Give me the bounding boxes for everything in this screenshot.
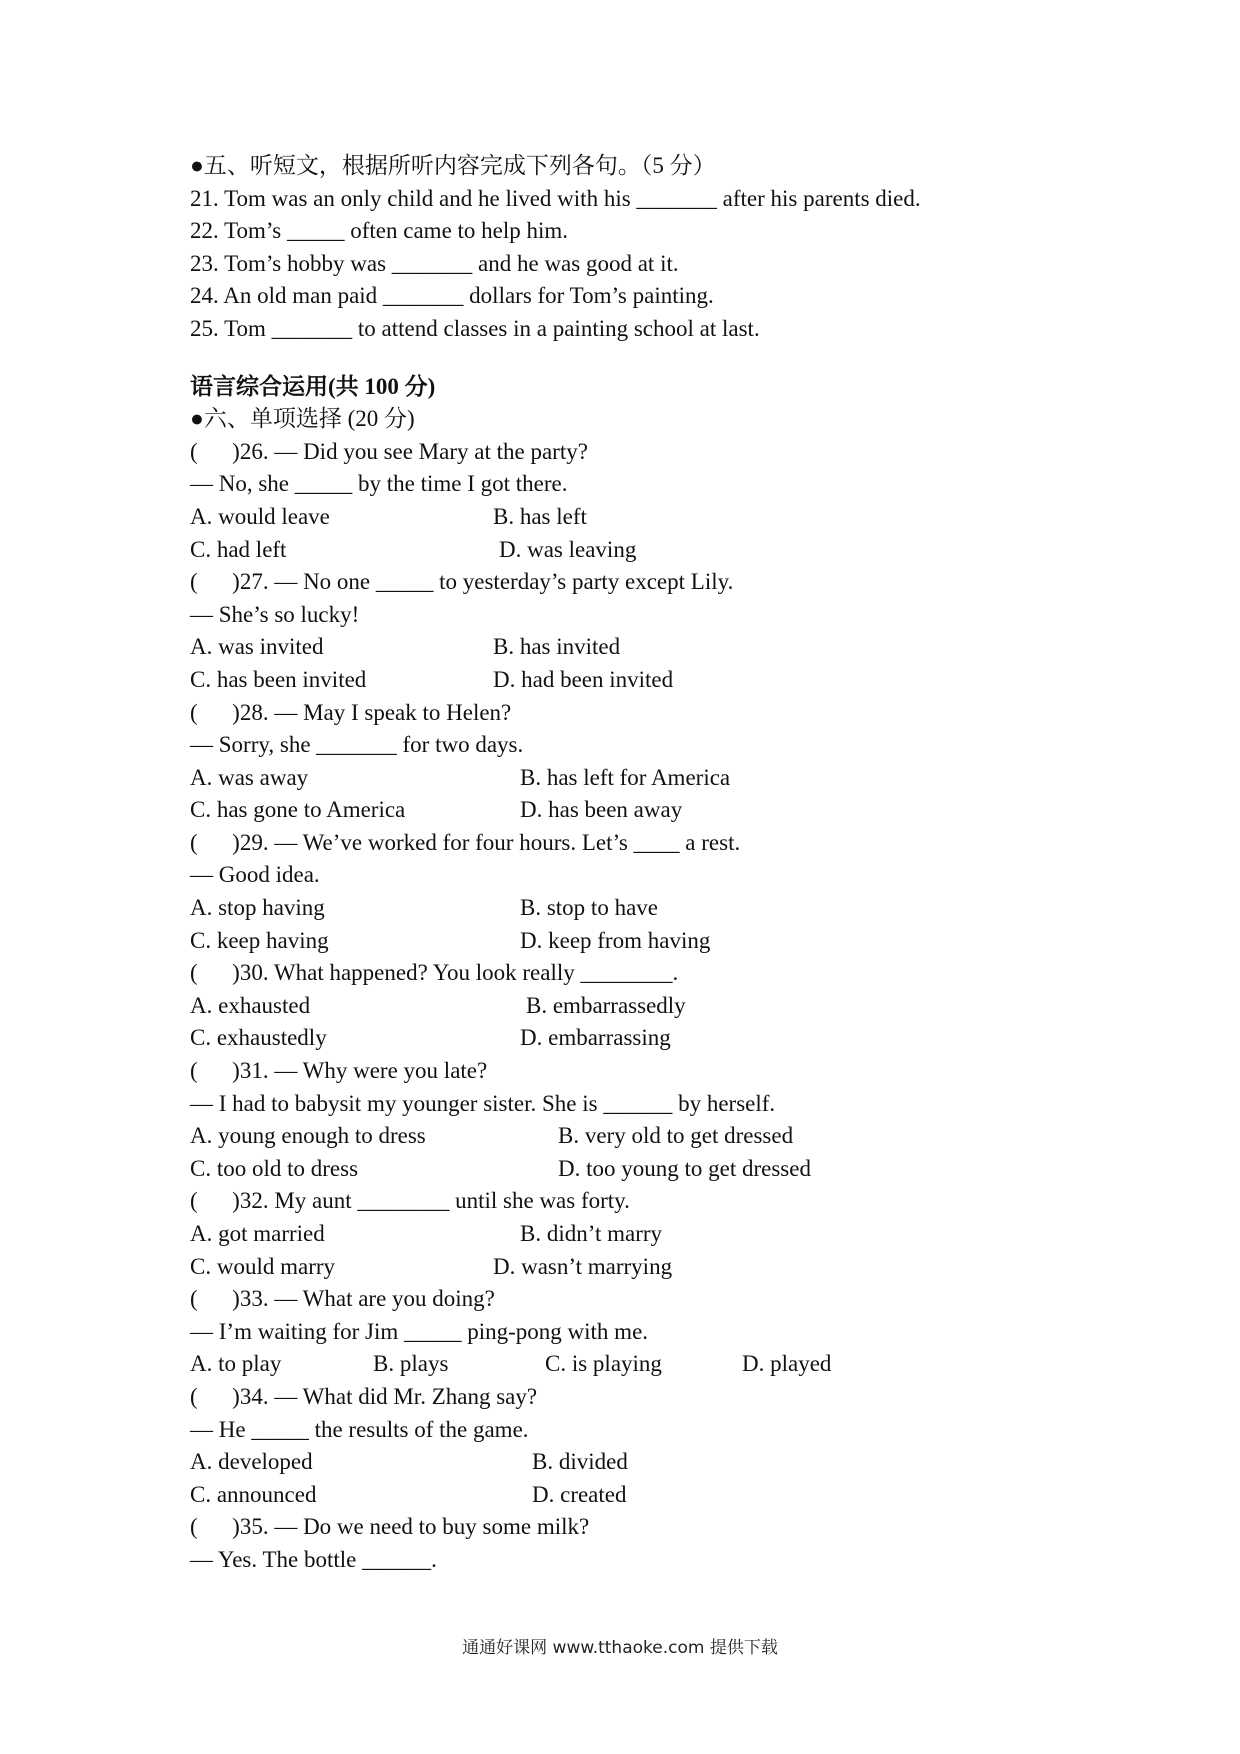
question-27-reply: — She’s so lucky! <box>190 601 360 627</box>
question-33-reply: — I’m waiting for Jim _____ ping-pong with me. <box>190 1318 649 1344</box>
question-29-options-row1 <box>190 892 1090 925</box>
option-d: D. had been invited <box>493 666 674 692</box>
question-33-options <box>190 1348 1090 1381</box>
option-b: B. divided <box>532 1449 628 1475</box>
option-d: D. embarrassing <box>520 1025 671 1051</box>
option-a: A. would leave <box>190 503 330 529</box>
question-28-options-row1 <box>190 762 1090 795</box>
question-28-options-row2 <box>190 794 1090 827</box>
option-b: B. very old to get dressed <box>558 1123 794 1149</box>
question-29-reply: — Good idea. <box>190 862 320 888</box>
question-29-stem: ( )29. — We’ve worked for four hours. Let’s ____ a rest. <box>190 829 741 855</box>
option-c: C. too old to dress <box>190 1155 359 1181</box>
option-b: B. has invited <box>493 634 621 660</box>
option-a: A. was away <box>190 764 309 790</box>
option-a: A. young enough to dress <box>190 1123 426 1149</box>
option-b: B. embarrassedly <box>526 992 686 1018</box>
option-d: D. was leaving <box>499 536 637 562</box>
option-d: D. keep from having <box>520 927 711 953</box>
question-26-options-row2 <box>190 534 1090 567</box>
question-27-stem: ( )27. — No one _____ to yesterday’s party except Lily. <box>190 569 734 595</box>
question-29-options-row2 <box>190 925 1090 958</box>
option-c: C. would marry <box>190 1253 336 1279</box>
option-c: C. keep having <box>190 927 329 953</box>
question-31-reply: — I had to babysit my younger sister. She is ______ by herself. <box>190 1090 776 1116</box>
question-30-stem: ( )30. What happened? You look really ________. <box>190 960 679 986</box>
option-c: C. has gone to America <box>190 797 406 823</box>
page-footer: 通通好课网 www.tthaoke.com 提供下载 <box>462 1638 778 1658</box>
question-34-options-row1 <box>190 1446 1090 1479</box>
question-26-options-row1 <box>190 501 1090 534</box>
question-22: 22. Tom’s _____ often came to help him. <box>190 218 569 244</box>
question-25: 25. Tom _______ to attend classes in a painting school at last. <box>190 315 760 341</box>
question-27-options-row2 <box>190 664 1090 697</box>
option-a: A. was invited <box>190 634 324 660</box>
question-34-reply: — He _____ the results of the game. <box>190 1416 529 1442</box>
section-6-title: ●六、单项选择 (20 分) <box>190 406 415 432</box>
question-23: 23. Tom’s hobby was _______ and he was good at it. <box>190 250 679 276</box>
option-a: A. exhausted <box>190 992 311 1018</box>
question-32-stem: ( )32. My aunt ________ until she was forty. <box>190 1188 630 1214</box>
option-a: A. developed <box>190 1449 313 1475</box>
exam-page <box>190 150 1090 1577</box>
question-35-reply: — Yes. The bottle ______. <box>190 1546 437 1572</box>
option-d: D. wasn’t marrying <box>493 1253 673 1279</box>
option-d: D. has been away <box>520 797 683 823</box>
option-b: B. plays <box>373 1351 449 1377</box>
question-31-options-row2 <box>190 1153 1090 1186</box>
question-27-options-row1 <box>190 631 1090 664</box>
question-34-options-row2 <box>190 1479 1090 1512</box>
question-31-stem: ( )31. — Why were you late? <box>190 1058 488 1084</box>
question-28-stem: ( )28. — May I speak to Helen? <box>190 699 512 725</box>
option-c: C. has been invited <box>190 666 367 692</box>
question-21: 21. Tom was an only child and he lived with his _______ after his parents died. <box>190 185 921 211</box>
option-b: B. has left for America <box>520 764 731 790</box>
option-b: B. didn’t marry <box>520 1221 663 1246</box>
question-34-stem: ( )34. — What did Mr. Zhang say? <box>190 1383 538 1409</box>
question-32-options-row2 <box>190 1251 1090 1284</box>
question-30-options-row2 <box>190 1022 1090 1055</box>
question-30-options-row1 <box>190 990 1090 1023</box>
question-24: 24. An old man paid _______ dollars for Tom’s painting. <box>190 283 714 309</box>
option-b: B. stop to have <box>520 895 658 921</box>
option-a: A. stop having <box>190 895 325 921</box>
question-32-options-row1 <box>190 1218 1090 1251</box>
option-a: A. got married <box>190 1221 325 1246</box>
question-26-reply: — No, she _____ by the time I got there. <box>190 471 568 497</box>
option-d: D. created <box>532 1481 627 1507</box>
option-c: C. is playing <box>545 1351 662 1377</box>
option-c: C. announced <box>190 1481 317 1507</box>
option-c: C. exhaustedly <box>190 1025 327 1051</box>
question-35-stem: ( )35. — Do we need to buy some milk? <box>190 1514 590 1540</box>
question-26-stem: ( )26. — Did you see Mary at the party? <box>190 438 588 464</box>
question-33-stem: ( )33. — What are you doing? <box>190 1286 495 1312</box>
option-d: D. played <box>742 1351 832 1377</box>
option-c: C. had left <box>190 536 287 562</box>
question-31-options-row1 <box>190 1120 1090 1153</box>
section-5-title: ●五、听短文，根据所听内容完成下列各句。（5 分） <box>190 153 716 178</box>
question-28-reply: — Sorry, she _______ for two days. <box>190 732 524 758</box>
part-title: 语言综合运用(共 100 分) <box>190 373 436 399</box>
option-a: A. to play <box>190 1351 282 1377</box>
option-d: D. too young to get dressed <box>558 1155 811 1181</box>
option-b: B. has left <box>493 503 587 529</box>
